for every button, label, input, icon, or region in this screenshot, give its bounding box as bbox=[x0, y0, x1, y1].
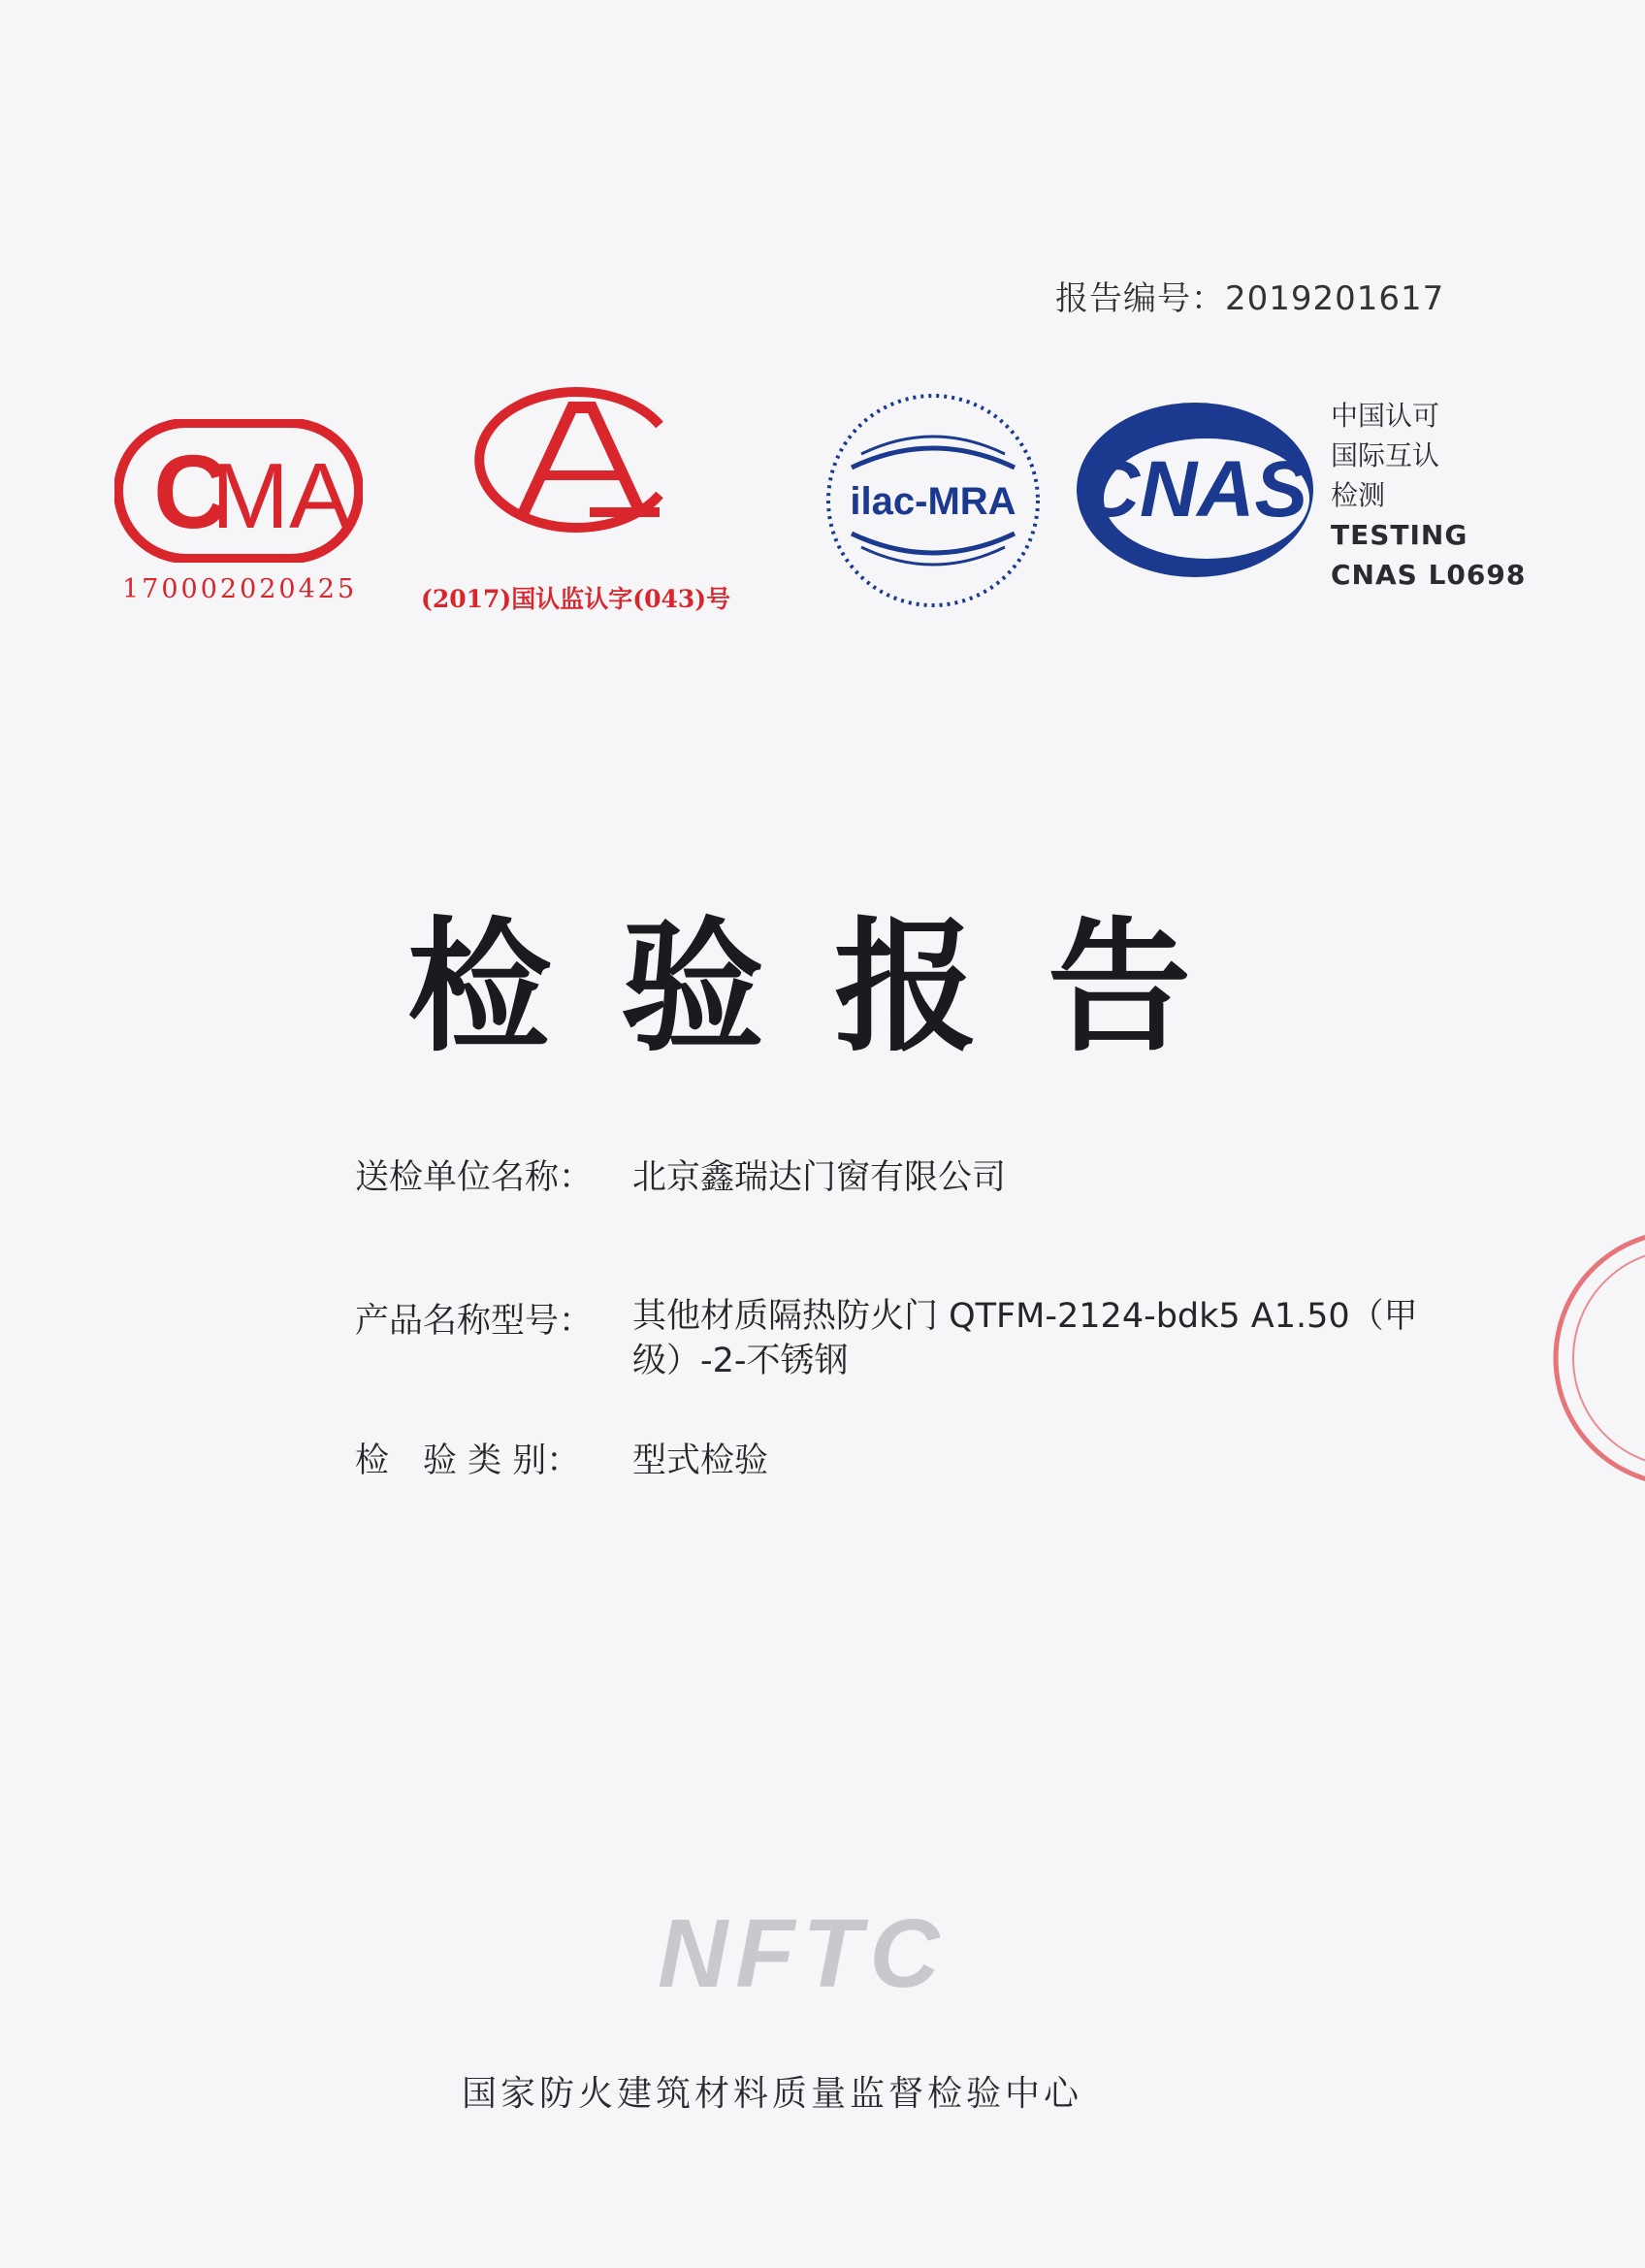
organization-name: 国家防火建筑材料质量监督检验中心 bbox=[462, 2074, 1083, 2114]
cnas-logo-text: CNAS bbox=[1081, 445, 1308, 534]
cnas-line: 国际互认 bbox=[1331, 439, 1440, 471]
field-label: 产品名称型号： bbox=[355, 1302, 594, 1341]
report-number: 报告编号：2019201617 bbox=[1055, 279, 1445, 318]
cnas-accreditation-text bbox=[1331, 396, 1526, 595]
cma-number: 170002020425 bbox=[122, 574, 358, 604]
page-title: 检验报告 bbox=[407, 902, 1261, 1071]
cal-logo bbox=[466, 386, 681, 534]
cnas-line: 检测 bbox=[1331, 479, 1386, 511]
cal-number: (2017)国认监认字(043)号 bbox=[421, 585, 731, 613]
svg-text:C: C bbox=[153, 433, 229, 550]
field-label: 送检单位名称： bbox=[355, 1158, 594, 1197]
cnas-line: CNAS L0698 bbox=[1331, 559, 1527, 591]
field-product bbox=[355, 1294, 1467, 1383]
cma-logo-text: MA bbox=[211, 444, 351, 548]
field-value: 北京鑫瑞达门窗有限公司 bbox=[632, 1158, 1007, 1197]
cnas-logo bbox=[1071, 398, 1319, 582]
ilac-mra-logo bbox=[822, 390, 1044, 611]
ilac-mra-text: ilac-MRA bbox=[850, 480, 1016, 523]
field-value: 型式检验 bbox=[632, 1442, 769, 1480]
nftc-logo-text: NFTC bbox=[658, 1899, 948, 2004]
cnas-line: 中国认可 bbox=[1331, 400, 1440, 432]
cnas-line: TESTING bbox=[1331, 519, 1468, 551]
red-seal-stamp bbox=[1546, 1203, 1645, 1513]
field-test-type bbox=[355, 1434, 768, 1482]
cma-logo bbox=[114, 419, 363, 563]
nftc-logo bbox=[652, 1897, 982, 2004]
field-submitter bbox=[355, 1150, 1006, 1199]
field-value: 其他材质隔热防火门 QTFM-2124-bdk5 A1.50（甲级）-2-不锈钢 bbox=[632, 1297, 1418, 1380]
field-label: 检 验 类 别： bbox=[355, 1442, 581, 1480]
